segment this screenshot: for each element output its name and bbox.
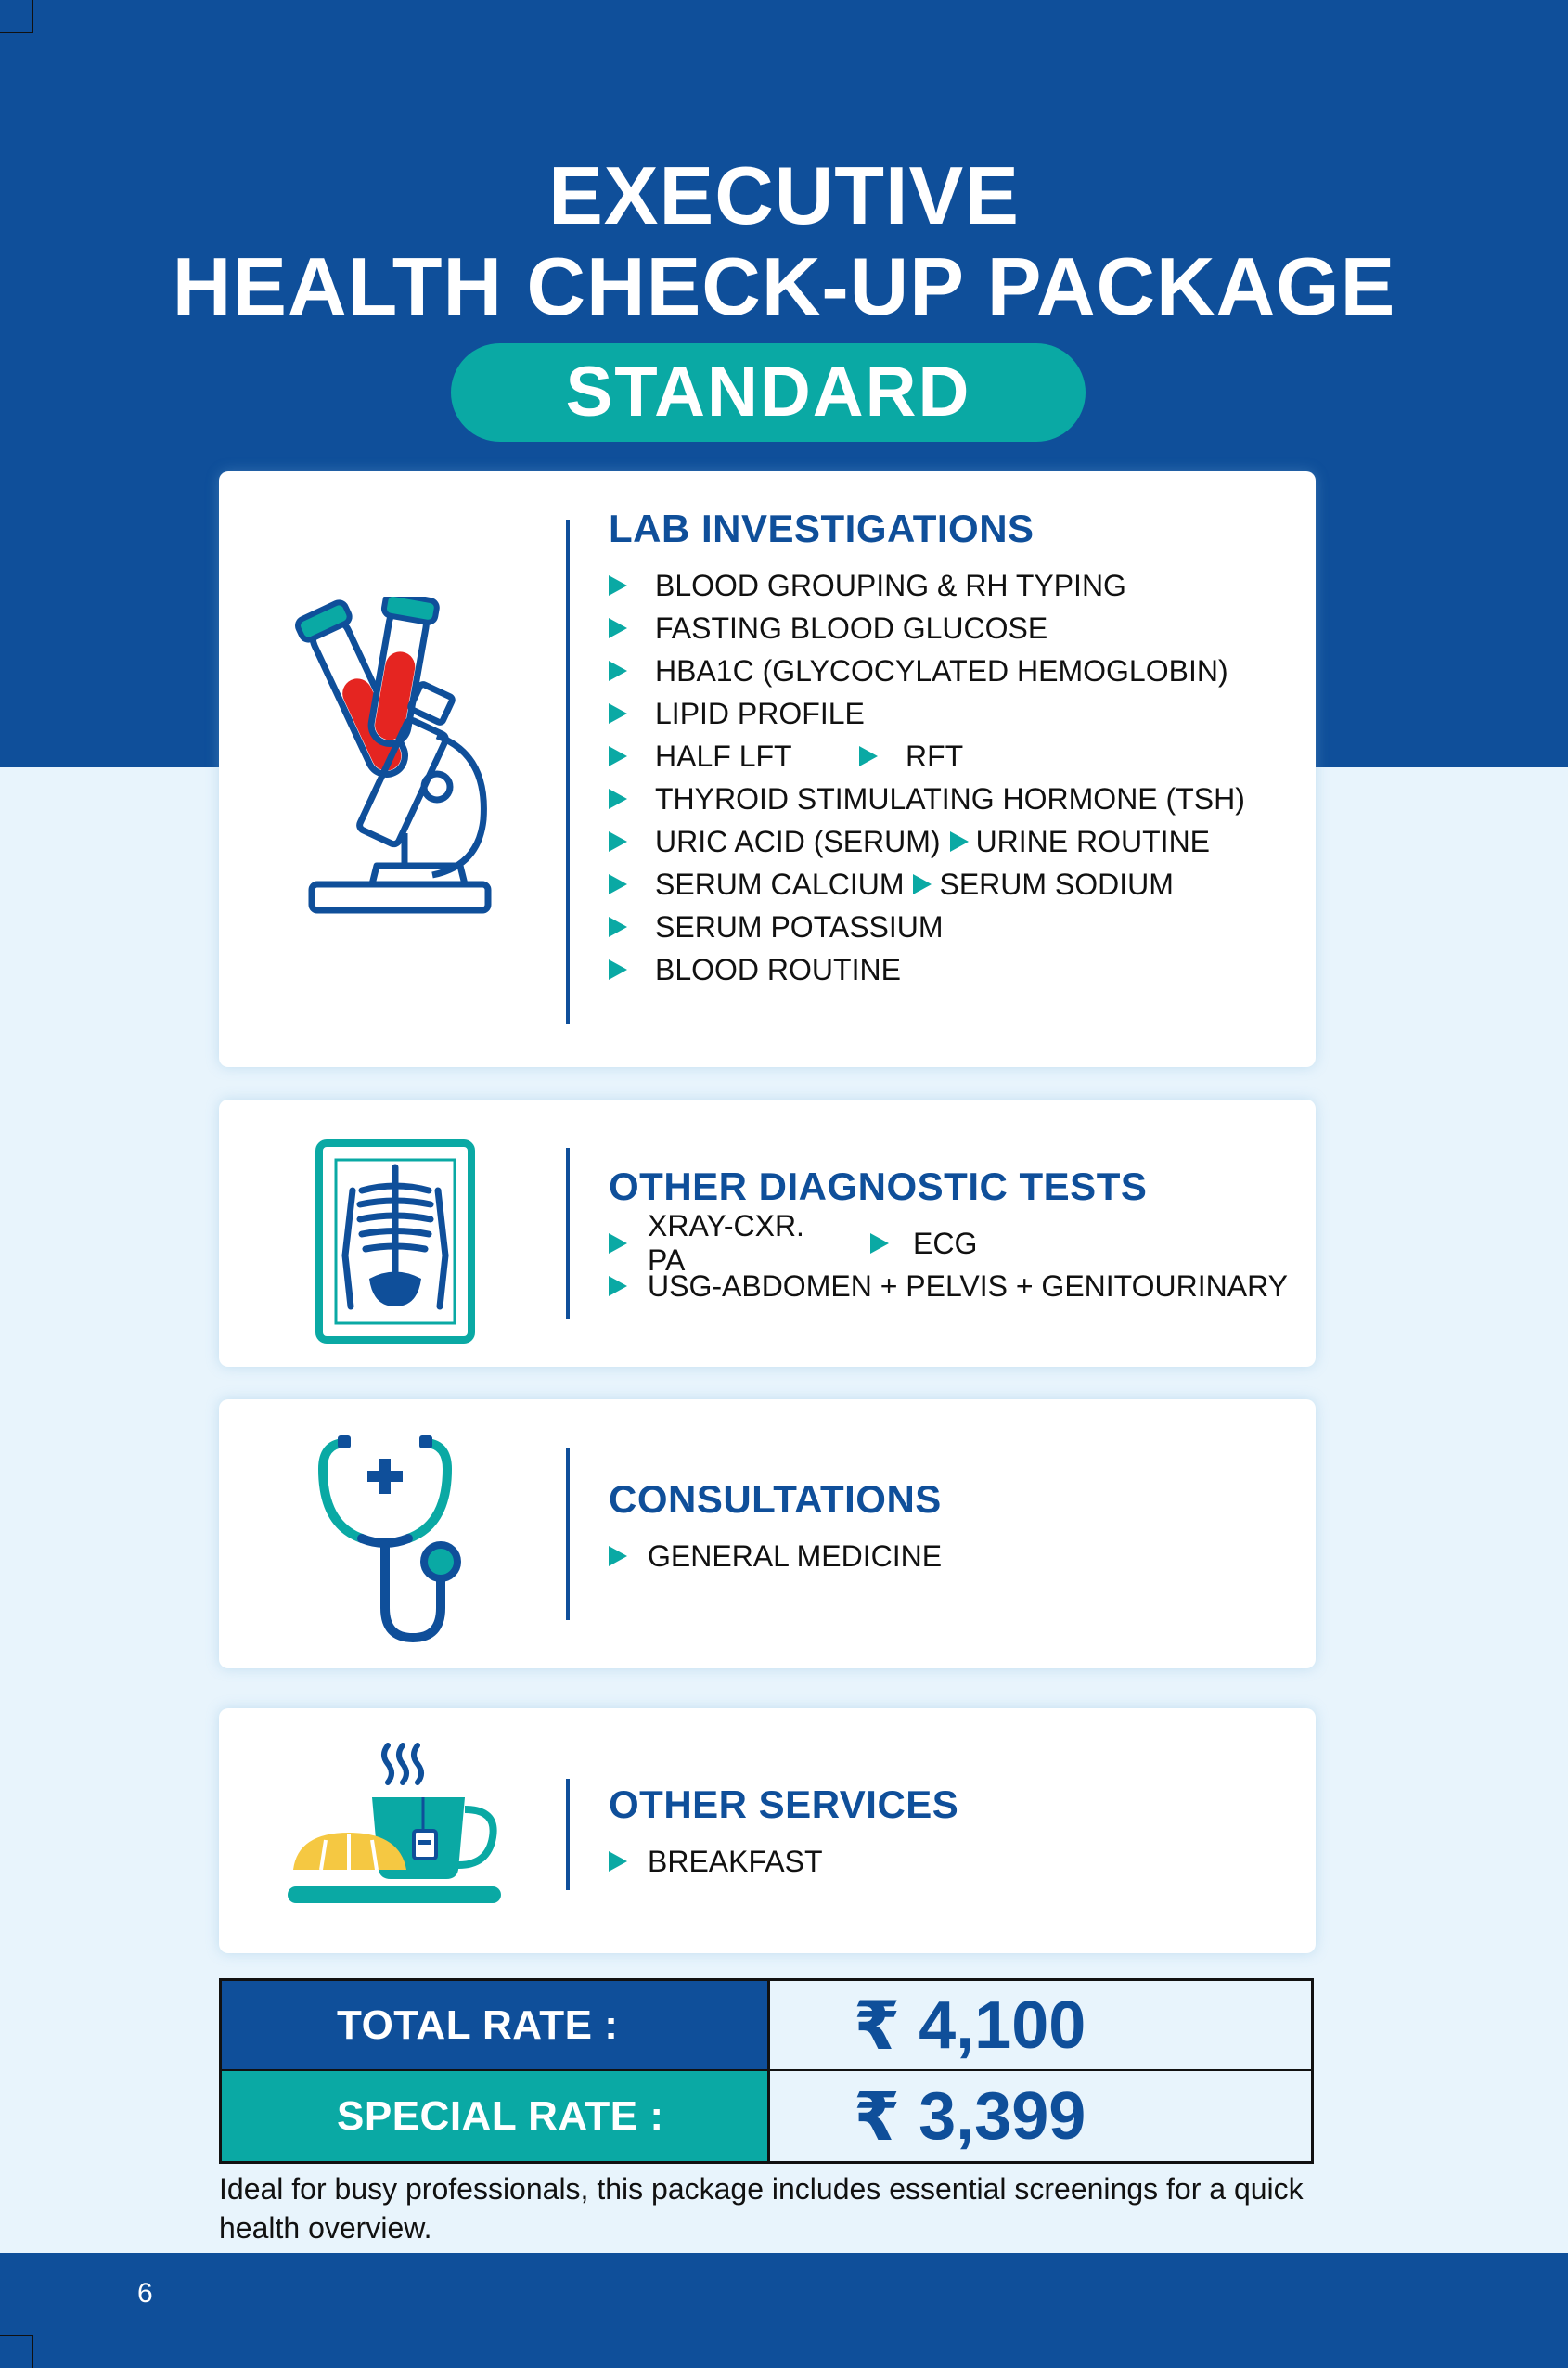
title-line-2: HEALTH CHECK-UP PACKAGE xyxy=(172,240,1396,332)
card-divider xyxy=(566,520,570,1024)
list-item: GENERAL MEDICINE xyxy=(609,1535,942,1577)
page-number: 6 xyxy=(137,2278,153,2309)
triangle-bullet-icon xyxy=(609,746,627,766)
triangle-bullet-icon xyxy=(609,1276,627,1296)
breakfast-cup-croissant-icon xyxy=(284,1740,507,1925)
crop-mark-top-left xyxy=(0,0,33,33)
triangle-bullet-icon xyxy=(913,874,932,894)
rupee-icon: ₹ xyxy=(854,2079,901,2155)
other-services-content xyxy=(609,1782,958,1883)
title-line-1: EXECUTIVE xyxy=(548,149,1020,241)
xray-skeleton-icon xyxy=(315,1139,475,1344)
list-item: SERUM CALCIUM SERUM SODIUM xyxy=(609,863,1245,906)
rupee-icon: ₹ xyxy=(854,1988,901,2064)
services-items-list xyxy=(609,1840,958,1883)
consultations-items-list xyxy=(609,1535,942,1577)
total-rate-label: TOTAL RATE : xyxy=(222,1981,767,2071)
triangle-bullet-icon xyxy=(859,746,878,766)
diagnostic-tests-card xyxy=(219,1100,1316,1367)
list-item: BLOOD ROUTINE xyxy=(609,948,1245,991)
diagnostic-tests-content xyxy=(609,1165,1288,1307)
list-item: BREAKFAST xyxy=(609,1840,958,1883)
microscope-test-tubes-icon xyxy=(293,597,507,935)
list-item: HBA1C (GLYCOCYLATED HEMOGLOBIN) xyxy=(609,650,1245,692)
list-item: LIPID PROFILE xyxy=(609,692,1245,735)
list-item: URIC ACID (SERUM) URINE ROUTINE xyxy=(609,820,1245,863)
list-item: FASTING BLOOD GLUCOSE xyxy=(609,607,1245,650)
total-rate-value: ₹ 4,100 xyxy=(767,1981,1311,2071)
stethoscope-icon xyxy=(315,1432,464,1645)
list-item: HALF LFT RFT xyxy=(609,735,1245,778)
special-rate-label: SPECIAL RATE : xyxy=(222,2071,767,2161)
section-title: CONSULTATIONS xyxy=(609,1477,942,1521)
triangle-bullet-icon xyxy=(950,831,969,852)
list-item: SERUM POTASSIUM xyxy=(609,906,1245,948)
triangle-bullet-icon xyxy=(609,874,627,894)
card-divider xyxy=(566,1779,570,1890)
list-item: USG-ABDOMEN + PELVIS + GENITOURINARY xyxy=(609,1265,1288,1307)
package-badge: STANDARD xyxy=(451,343,1086,442)
triangle-bullet-icon xyxy=(609,789,627,809)
triangle-bullet-icon xyxy=(609,1233,627,1254)
triangle-bullet-icon xyxy=(609,703,627,724)
triangle-bullet-icon xyxy=(609,618,627,638)
triangle-bullet-icon xyxy=(609,575,627,596)
lab-items-list xyxy=(609,564,1245,991)
list-item: BLOOD GROUPING & RH TYPING xyxy=(609,564,1245,607)
section-title: OTHER DIAGNOSTIC TESTS xyxy=(609,1165,1148,1208)
section-title: OTHER SERVICES xyxy=(609,1782,959,1826)
consultations-content xyxy=(609,1477,942,1577)
list-item: THYROID STIMULATING HORMONE (TSH) xyxy=(609,778,1245,820)
triangle-bullet-icon xyxy=(609,1851,627,1872)
list-item: XRAY-CXR. PA ECG xyxy=(609,1222,1288,1265)
footer-band xyxy=(0,2253,1568,2368)
package-description: Ideal for busy professionals, this package includes essential screenings for a quick health overview. xyxy=(219,2172,1304,2245)
rates-table xyxy=(219,1978,1314,2164)
card-divider xyxy=(566,1148,570,1319)
triangle-bullet-icon xyxy=(609,917,627,937)
lab-investigations-card xyxy=(219,471,1316,1067)
triangle-bullet-icon xyxy=(609,661,627,681)
triangle-bullet-icon xyxy=(609,831,627,852)
triangle-bullet-icon xyxy=(609,959,627,980)
section-title: LAB INVESTIGATIONS xyxy=(609,507,1035,550)
triangle-bullet-icon xyxy=(609,1546,627,1566)
triangle-bullet-icon xyxy=(870,1233,889,1254)
lab-investigations-content xyxy=(609,507,1245,991)
diagnostic-items-list xyxy=(609,1209,1288,1307)
special-rate-value: ₹ 3,399 xyxy=(767,2071,1311,2161)
consultations-card xyxy=(219,1399,1316,1668)
card-divider xyxy=(566,1448,570,1620)
crop-mark-bottom-left xyxy=(0,2335,33,2368)
other-services-card xyxy=(219,1708,1316,1953)
